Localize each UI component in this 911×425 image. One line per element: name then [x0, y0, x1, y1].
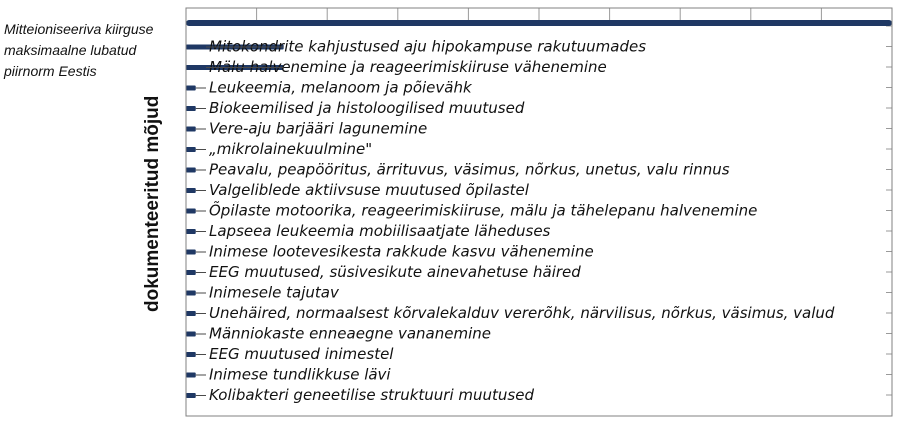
- bar: [186, 311, 196, 316]
- bar-label: Õpilaste motoorika, reageerimiskiiruse, mälu ja tähelepanu halvenemine: [209, 201, 758, 220]
- bar: [186, 373, 196, 378]
- y-axis-title: dokumenteeritud mõjud: [142, 95, 163, 312]
- bar-label: Vere-aju barjääri lagunemine: [209, 119, 428, 138]
- bar-label: Mitokondrite kahjustused aju hipokampuse rakutuumades: [209, 37, 647, 56]
- bar-label: „mikrolainekuulmine": [209, 140, 373, 158]
- bar-labels: [196, 38, 835, 405]
- legend-line-1: Mitteioniseeriva kiirguse: [4, 21, 154, 37]
- bar-label: Leukeemia, melanoom ja põievähk: [209, 78, 472, 97]
- reference-legend: [3, 21, 154, 79]
- bar-label: EEG muutused, süsivesikute ainevahetuse häired: [209, 263, 581, 281]
- bar: [186, 229, 196, 234]
- reference-bar: [186, 20, 892, 26]
- bar: [186, 86, 196, 91]
- bar-label: Valgeliblede aktiivsuse muutused õpilastel: [209, 181, 529, 199]
- bar-label: Mälu halvenemine ja reageerimiskiiruse vähenemine: [209, 58, 607, 76]
- bar-label: EEG muutused inimestel: [209, 345, 394, 363]
- bar-label: Inimese lootevesikesta rakkude kasvu vähenemine: [209, 242, 594, 261]
- bar: [186, 106, 196, 111]
- bar: [186, 127, 196, 132]
- bar-label: Unehäired, normaalsest kõrvalekalduv vererõhk, närvilisus, nõrkus, väsimus, valud: [209, 304, 835, 322]
- bar: [186, 352, 196, 357]
- bar: [186, 332, 196, 337]
- bar-label: Lapseea leukeemia mobiilisaatjate läheduses: [209, 222, 551, 240]
- bar: [186, 147, 196, 152]
- bar: [186, 209, 196, 214]
- bar: [186, 250, 196, 255]
- legend-line-2: maksimaalne lubatud: [4, 42, 137, 58]
- bar: [186, 168, 196, 173]
- bar: [186, 291, 196, 296]
- bar-label: Inimesele tajutav: [209, 283, 339, 302]
- bar-label: Inimese tundlikkuse lävi: [209, 365, 391, 384]
- bar-label: Biokeemilised ja histoloogilised muutused: [209, 99, 525, 117]
- bar: [186, 393, 196, 398]
- bar-label: Kolibakteri geneetilise struktuuri muutused: [209, 386, 534, 404]
- bar-label: Peavalu, peapööritus, ärrituvus, väsimus, nõrkus, unetus, valu rinnus: [209, 160, 730, 179]
- bar: [186, 188, 196, 193]
- bar-label: Männiokaste enneaegne vananemine: [209, 324, 491, 343]
- bar: [186, 270, 196, 275]
- legend-line-3: piirnorm Eestis: [4, 63, 97, 79]
